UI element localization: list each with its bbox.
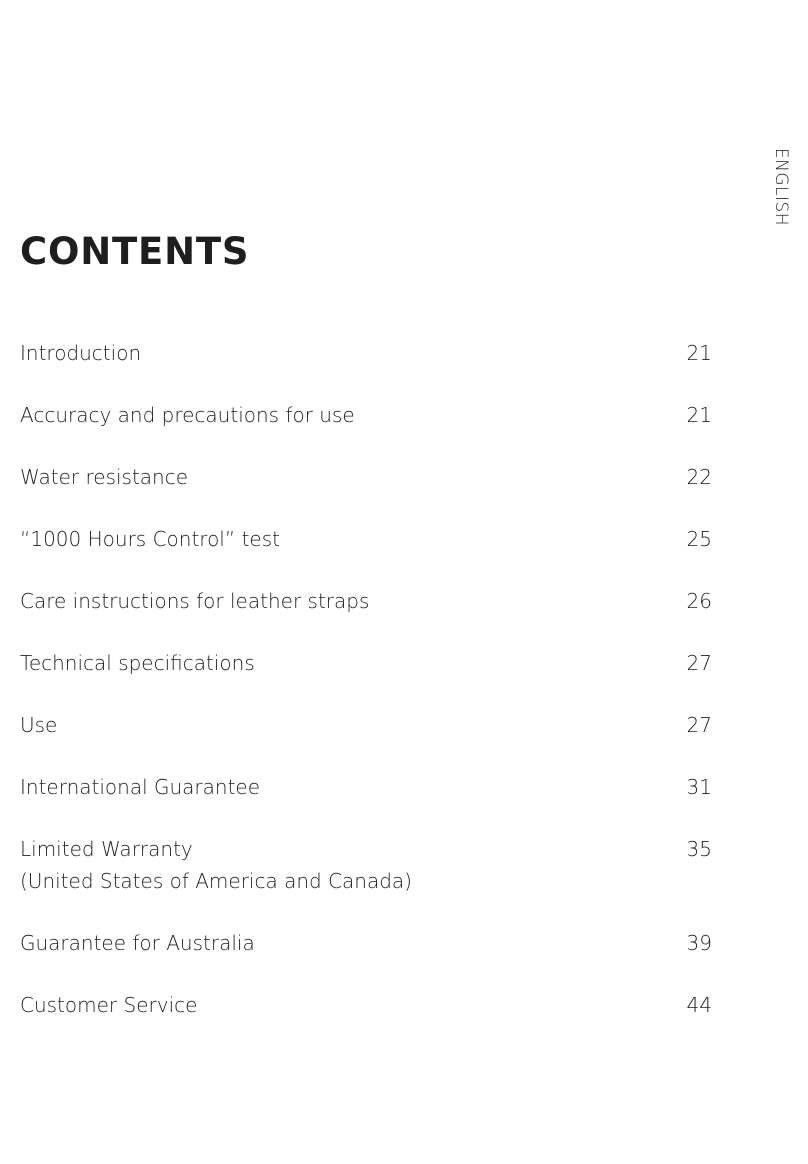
toc-entry-title: International Guarantee	[20, 775, 261, 799]
toc-entry-title: Accuracy and precautions for use	[20, 403, 355, 427]
toc-entry-page: 44	[686, 993, 712, 1017]
toc-entry-leather-care[interactable]	[20, 585, 712, 617]
toc-entry-1000-hours-control[interactable]	[20, 523, 712, 555]
language-tab-label: ENGLISH	[771, 147, 792, 227]
toc-entry-page: 21	[686, 403, 712, 427]
toc-entry-title: “1000 Hours Control” test	[20, 527, 280, 551]
toc-entry-page: 27	[686, 713, 712, 737]
toc-entry-technical-specifications[interactable]	[20, 647, 712, 679]
toc-entry-subtitle: (United States of America and Canada)	[20, 869, 412, 893]
language-tab	[770, 146, 792, 228]
toc-entry-title: Guarantee for Australia	[20, 931, 255, 955]
toc-entry-use[interactable]	[20, 709, 712, 741]
toc-entry-limited-warranty[interactable]	[20, 833, 712, 897]
toc-entry-customer-service[interactable]	[20, 989, 712, 1021]
toc-entry-page: 22	[686, 465, 712, 489]
toc-entry-international-guarantee[interactable]	[20, 771, 712, 803]
toc-entry-title: Care instructions for leather straps	[20, 589, 370, 613]
toc-entry-title: Technical specifications	[20, 651, 255, 675]
toc-entry-page: 26	[686, 589, 712, 613]
toc-entry-title: Customer Service	[20, 993, 198, 1017]
toc-entry-guarantee-australia[interactable]	[20, 927, 712, 959]
toc-entry-title: Use	[20, 713, 58, 737]
toc-entry-title-block	[20, 833, 412, 897]
toc-entry-water-resistance[interactable]	[20, 461, 712, 493]
toc-entry-page: 31	[686, 775, 712, 799]
page-title: CONTENTS	[20, 230, 250, 273]
toc-entry-accuracy[interactable]	[20, 399, 712, 431]
table-of-contents	[20, 337, 712, 1051]
toc-entry-title: Introduction	[20, 341, 142, 365]
toc-entry-page: 25	[686, 527, 712, 551]
toc-entry-title: Water resistance	[20, 465, 189, 489]
toc-entry-page: 27	[686, 651, 712, 675]
toc-entry-page: 35	[686, 837, 712, 861]
toc-entry-page: 39	[686, 931, 712, 955]
toc-entry-introduction[interactable]	[20, 337, 712, 369]
toc-entry-title: Limited Warranty	[20, 837, 193, 861]
toc-entry-page: 21	[686, 341, 712, 365]
